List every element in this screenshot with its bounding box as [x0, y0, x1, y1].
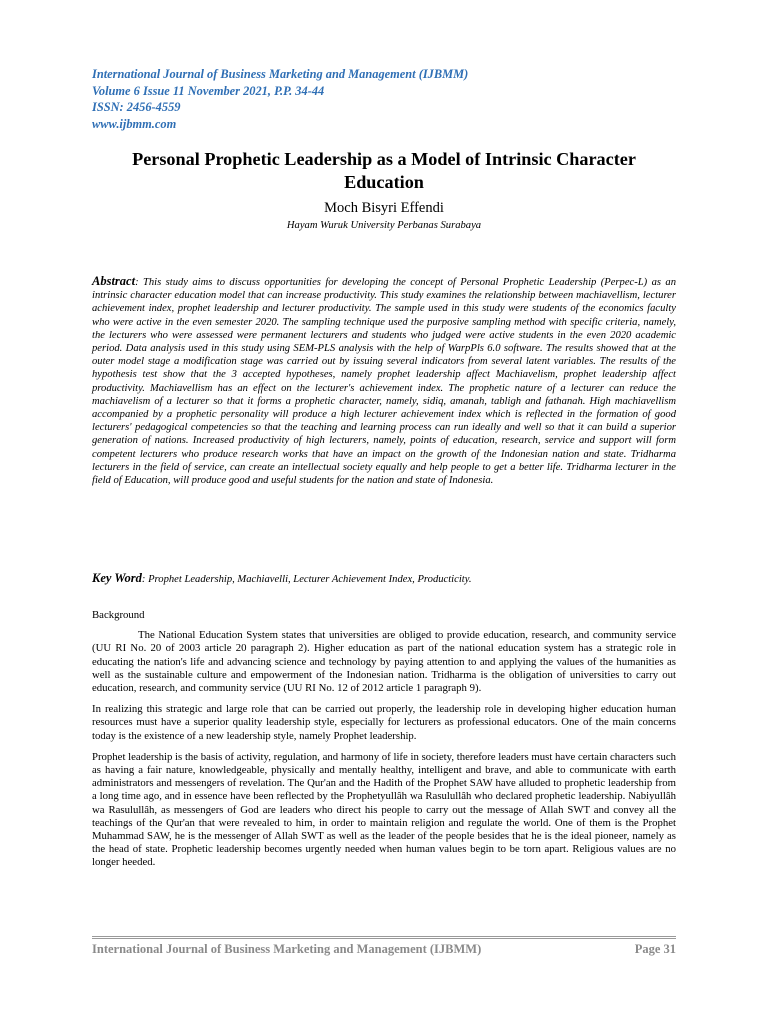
article-body — [92, 609, 676, 878]
journal-website-link[interactable]: www.ijbmm.com — [92, 116, 177, 131]
keywords-label: Key Word — [92, 571, 142, 585]
abstract-label: Abstract — [92, 274, 136, 288]
body-paragraph: Prophet leadership is the basis of activity, regulation, and harmony of life in society, therefore leaders must have certain characters such as having a fair nature, knowledgeable, physically and mentally healthy, intelligent and brave, and able to communicate with earth administrators and messengers of revelation. The Qur'an and the Hadith of the Prophet SAW have alluded to prophetic leadership from a long time ago, and in essence have been reflected by the Prophetyullâh wa Rasulullâh who declared prophetic leadership. Nabiyullâh wa Rasulullâh, as messengers of God are leaders who direct his people to carry out the message of Allah SWT and convey all the teachings of the Qur'an that were revealed to him, in order to maintain religion and regulate the world. One of them is the Prophet Muhammad SAW, he is the messenger of Allah SWT as well as the leader of the people besides that he is the ideal pioneer, namely as the head of state. Prophetic leadership becomes urgently needed when human values begin to be torn apart. Religious values are no longer heeded. — [92, 750, 676, 869]
keywords — [92, 571, 676, 587]
journal-header — [92, 66, 676, 132]
body-paragraph: The National Education System states that universities are obliged to provide education, research, and community service (UU RI No. 20 of 2003 article 20 paragraph 2). Higher education as part of the national education system has a strategic role in educating the nation's life and advancing science and technology by paying attention to and applying the values of the humanities as well as the sustainable culture and empowerment of the Indonesian nation. Tridharma is the obligation of universities to carry out education, research, and community service (UU RI No. 12 of 2012 article 1 paragraph 9). — [92, 629, 676, 695]
keywords-text: : Prophet Leadership, Machiavelli, Lecturer Achievement Index, Producticity. — [141, 574, 472, 585]
footer-journal-name: International Journal of Business Marketing and Management (IJBMM) — [92, 942, 482, 956]
body-paragraph: In realizing this strategic and large role that can be carried out properly, the leadership role in developing higher education human resources must have a superior quality leadership style, especially for lecturers as professional educators. One of the main concerns today is the existence of a new leadership style, namely Prophet leadership. — [92, 703, 676, 742]
issn: ISSN: 2456-4559 — [92, 100, 181, 114]
author-affiliation: Hayam Wuruk University Perbanas Surabaya — [286, 220, 482, 231]
page-number: Page 31 — [634, 942, 676, 956]
footer-divider — [92, 936, 676, 939]
abstract — [92, 275, 676, 487]
volume-info: Volume 6 Issue 11 November 2021, P.P. 34-44 — [92, 83, 325, 98]
abstract-text: : This study aims to discuss opportunities for developing the concept of Personal Prophetic Leadership (Perpec-L) as an intrinsic character education model that can increase productivity. This study examines the relationship between machiavellism, lecturer achievement index, prophet leadership and lecturer productivity. The sample used in this study were students of the economics faculty who were active in the even semester 2020. The sampling technique used the purposive sampling method with specific criteria, namely, the lecturers who were assessed were permanent lecturers and students who judged were active students in the even 2020 academic period. Data analysis used in this study using SEM-PLS analysis with the help of WarpPls 6.0 software. The results showed that at the outer model stage a modification stage was carried out by issuing several indicators from several latent variables. The results of the hypothesis test show that the 3 accepted hypotheses, namely prophet leadership affect Machiavelism, prophet leadership affect productivity. Machiavellism has an effect on the lecturer's achievement index. The prophetic nature of a lecturer can reduce the machiavelism of a lecturer so that it forms a prophetic character, namely, sidiq, amanah, tabligh and fathanah. High machiavellism accompanied by a prophetic personality will produce a high lecturer achievement index which is reflected in the formation of good lecturers' pedagogical competencies so that the teaching and learning process can run ideally and well so that it can build a superior generation of nations. Increased productivity of high lecturers, namely, points of education, research, service and support will form competent lecturers who produce research works that have an impact on the growth of the Indonesian nation and state. Tridharma lecturers in the field of service, can create an intellectual society equally and help people to get a better life. Tridharma lecturer in the field of Education, will produce good and useful students for the nation and state of Indonesia. — [92, 277, 676, 487]
author-name: Moch Bisyri Effendi — [324, 200, 444, 216]
article-title: Personal Prophetic Leadership as a Model of Intrinsic Character Education — [132, 149, 636, 192]
section-heading-background: Background — [92, 609, 145, 621]
journal-name: International Journal of Business Marketing and Management (IJBMM) — [92, 67, 469, 81]
